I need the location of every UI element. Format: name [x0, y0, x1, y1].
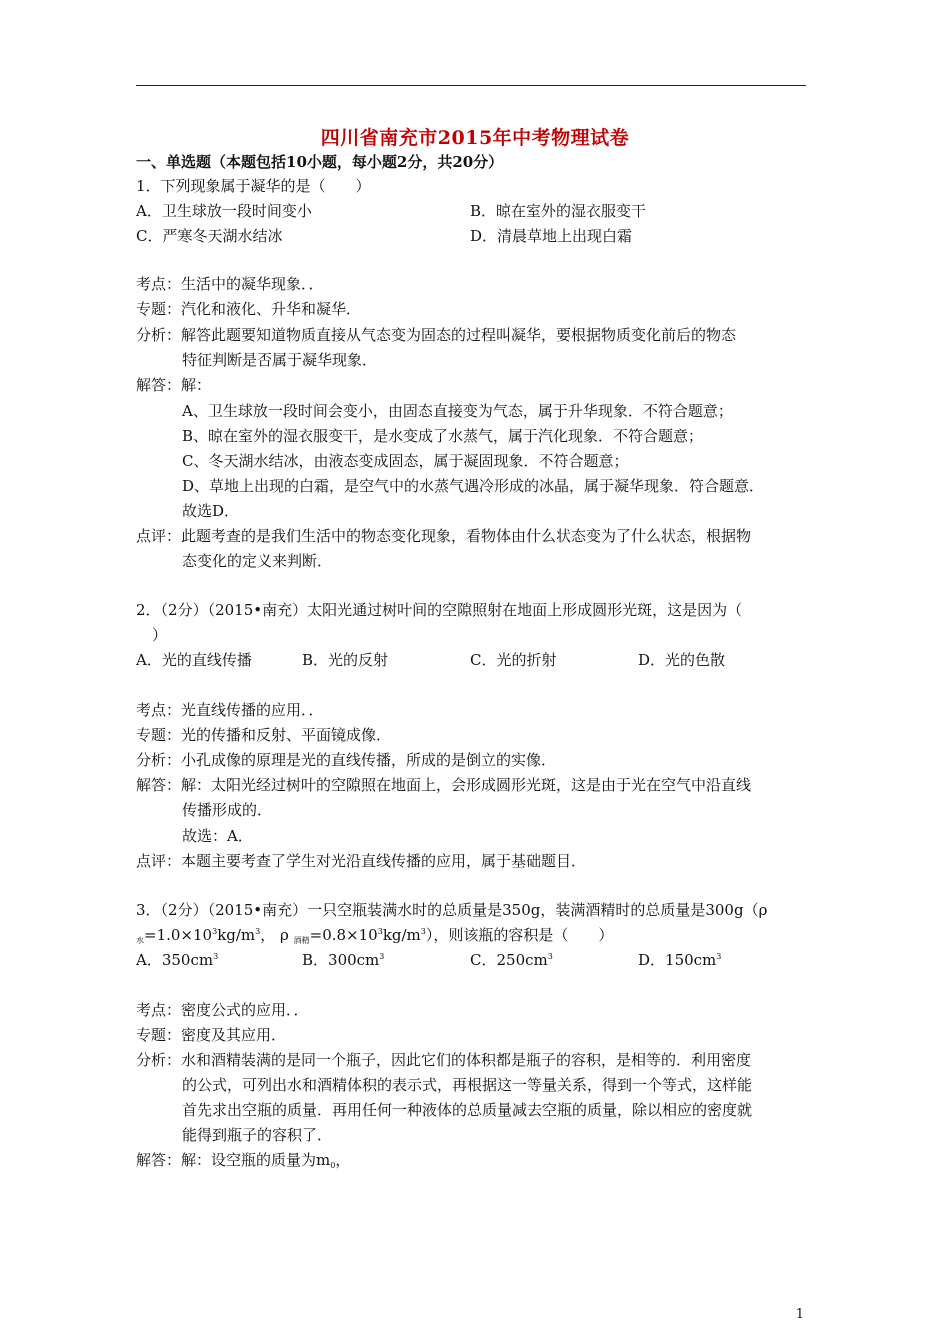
q3-option-d — [638, 949, 721, 971]
q1-option-b: B．晾在室外的湿衣服变干 — [470, 202, 647, 220]
q3-analysis-3: 首先求出空瓶的质量．再用任何一种液体的总质量减去空瓶的质量，除以相应的密度就 — [182, 1101, 753, 1119]
q3-answer-tail: ， — [335, 1151, 351, 1169]
q3-kaodian: 考点：密度公式的应用．． — [136, 1001, 309, 1019]
q3-analysis-1: 分析：水和酒精装满的是同一个瓶子，因此它们的体积都是瓶子的容积，是相等的．利用密度 — [136, 1051, 752, 1069]
q3-option-b — [302, 949, 384, 971]
q3-exp-4: 3 — [420, 927, 426, 936]
q1-comment-1: 点评：此题考查的是我们生活中的物态变化现象，看物体由什么状态变为了什么状态，根据物 — [136, 527, 752, 545]
q3-sub-water: 水 — [136, 936, 144, 945]
q2-stem-2: ） — [152, 626, 168, 644]
q3-option-a-exp: 3 — [213, 952, 219, 961]
q3-exp-1: 3 — [212, 927, 218, 936]
q1-answer-label: 解答：解： — [136, 376, 212, 394]
q1-answer-d: D、草地上出现的白霜，是空气中的水蒸气遇冷形成的冰晶，属于凝华现象．符合题意． — [182, 477, 765, 495]
q3-option-d-exp: 3 — [716, 952, 722, 961]
q3-stem-tail: ），则该瓶的容积是（ ） — [425, 926, 614, 944]
q3-answer-sub: 0 — [330, 1161, 336, 1170]
q3-sub-alcohol: 酒精 — [293, 936, 310, 945]
q3-exp-3: 3 — [377, 927, 383, 936]
q3-option-d-text: D．150cm — [638, 951, 717, 969]
q3-stem-1: 3．（2分）（2015•南充）一只空瓶装满水时的总质量是350g，装满酒精时的总质量是300g（ρ — [136, 901, 768, 919]
q3-option-a — [136, 949, 218, 971]
q1-option-c: C．严寒冬天湖水结冰 — [136, 227, 283, 245]
q3-stem-2 — [136, 924, 613, 946]
q3-zhuanti: 专题：密度及其应用． — [136, 1026, 287, 1044]
q2-zhuanti: 专题：光的传播和反射、平面镜成像． — [136, 726, 392, 744]
q3-analysis-4: 能得到瓶子的容积了． — [182, 1126, 333, 1144]
section-heading: 一、单选题（本题包括10小题，每小题2分，共20分） — [136, 153, 504, 171]
q3-option-b-exp: 3 — [379, 952, 385, 961]
q1-option-d: D．清晨草地上出现白霜 — [470, 227, 633, 245]
q2-option-a: A．光的直线传播 — [136, 651, 252, 669]
q2-answer-1: 解答：解：太阳光经过树叶的空隙照在地面上，会形成圆形光斑，这是由于光在空气中沿直线 — [136, 776, 752, 794]
q1-conclusion: 故选D． — [182, 502, 240, 520]
q1-analysis-2: 特征判断是否属于凝华现象． — [182, 351, 378, 369]
q2-stem-1: 2．（2分）（2015•南充）太阳光通过树叶间的空隙照射在地面上形成圆形光斑，这是因为（ — [136, 601, 743, 619]
page-title: 四川省南充市2015年中考物理试卷 — [320, 127, 630, 149]
q1-answer-a: A、卫生球放一段时间会变小，由固态直接变为气态，属于升华现象．不符合题意； — [182, 402, 733, 420]
q2-kaodian: 考点：光直线传播的应用．． — [136, 701, 324, 719]
q3-exp-2: 3 — [255, 927, 261, 936]
q3-density-water: =1.0×10 — [144, 926, 213, 944]
q1-answer-b: B、晾在室外的湿衣服变干，是水变成了水蒸气，属于汽化现象．不符合题意； — [182, 427, 704, 445]
q3-unit-2: kg/m — [382, 926, 421, 944]
q3-option-c — [470, 949, 553, 971]
q3-answer-text: 解答：解：设空瓶的质量为m — [136, 1151, 331, 1169]
q3-density-alcohol: =0.8×10 — [309, 926, 378, 944]
q2-answer-2: 传播形成的． — [182, 801, 273, 819]
page-number: 1 — [795, 1307, 804, 1322]
q3-unit-1: kg/m — [217, 926, 256, 944]
q1-answer-c: C、冬天湖水结冰，由液态变成固态，属于凝固现象．不符合题意； — [182, 452, 629, 470]
q3-option-c-exp: 3 — [547, 952, 553, 961]
header-rule — [136, 85, 806, 86]
q3-option-c-text: C．250cm — [470, 951, 548, 969]
q1-kaodian: 考点：生活中的凝华现象．． — [136, 275, 324, 293]
q3-option-b-text: B．300cm — [302, 951, 380, 969]
q2-comment: 点评：本题主要考查了学生对光沿直线传播的应用，属于基础题目． — [136, 852, 587, 870]
q1-stem: 1．下列现象属于凝华的是（ ） — [136, 177, 371, 195]
q3-answer — [136, 1149, 350, 1171]
q2-option-c: C．光的折射 — [470, 651, 557, 669]
q3-analysis-2: 的公式，可列出水和酒精体积的表示式，再根据这一等量关系，得到一个等式，这样能 — [182, 1076, 753, 1094]
q2-conclusion: 故选：A． — [182, 827, 253, 845]
q1-option-a: A．卫生球放一段时间变小 — [136, 202, 312, 220]
q2-option-d: D．光的色散 — [638, 651, 726, 669]
q3-rho-alcohol: ， ρ — [260, 926, 289, 944]
q1-comment-2: 态变化的定义来判断． — [182, 552, 333, 570]
q2-option-b: B．光的反射 — [302, 651, 389, 669]
q2-analysis: 分析：小孔成像的原理是光的直线传播，所成的是倒立的实像． — [136, 751, 557, 769]
q3-option-a-text: A．350cm — [136, 951, 214, 969]
q1-analysis-1: 分析：解答此题要知道物质直接从气态变为固态的过程叫凝华，要根据物质变化前后的物态 — [136, 326, 737, 344]
q1-zhuanti: 专题：汽化和液化、升华和凝华． — [136, 300, 362, 318]
